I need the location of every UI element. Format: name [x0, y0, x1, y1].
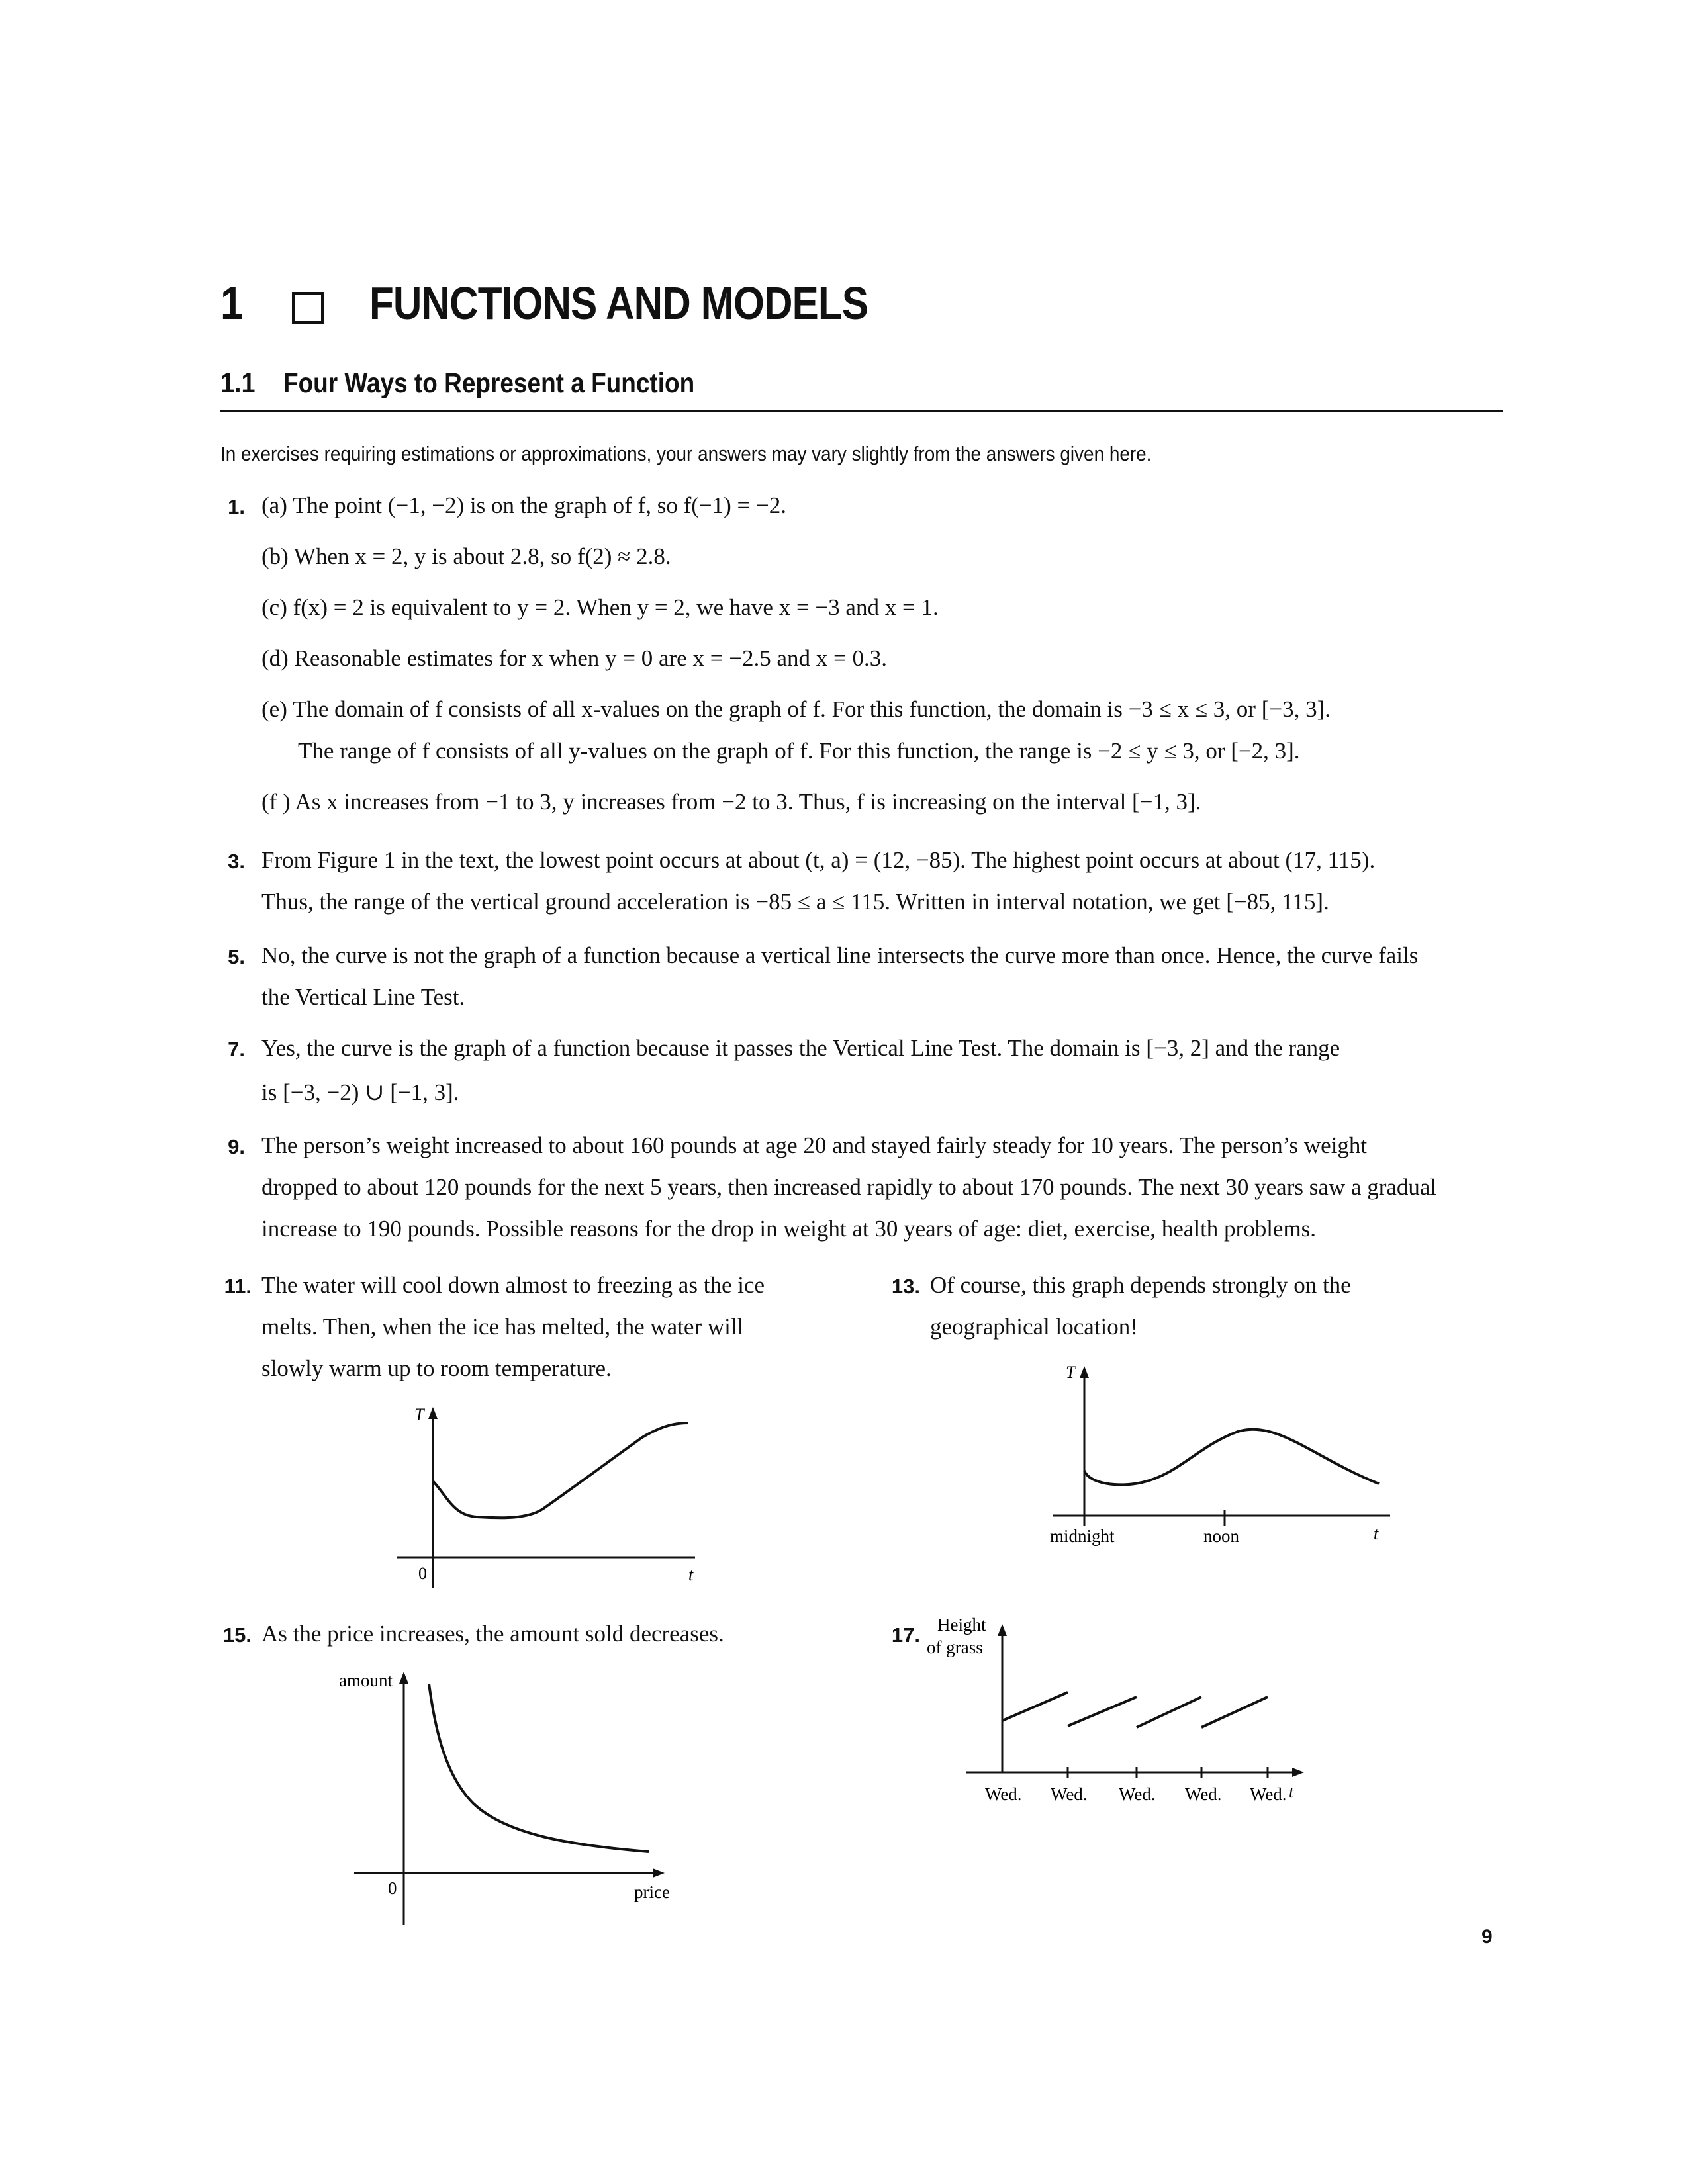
exercise-7-line-2: is [−3, −2) ∪ [−1, 3]. [261, 1079, 459, 1105]
grass-growth-segment [1137, 1697, 1201, 1727]
exercise-1-part-e: (e) The domain of f consists of all x-values on the graph of f. For this function, the domain is −3 ≤ x ≤ 3, or [−3, 3]. [261, 696, 1331, 722]
exercise-number: 1. [228, 495, 245, 518]
tick-label-wed: Wed. [1119, 1784, 1156, 1804]
y-axis-label-line-2: of grass [927, 1637, 983, 1657]
x-axis-label: t [688, 1565, 694, 1584]
tick-label-wed: Wed. [985, 1784, 1022, 1804]
tick-label-midnight: midnight [1050, 1526, 1115, 1546]
exercise-9-line-1: The person’s weight increased to about 160 pounds at age 20 and stayed fairly steady for 10 years. The person’s weight [261, 1132, 1368, 1158]
section-number: 1.1 [220, 367, 256, 399]
exercise-number: 9. [228, 1135, 245, 1158]
y-axis-arrow-icon [428, 1407, 438, 1419]
origin-label: 0 [388, 1878, 397, 1898]
intro-text: In exercises requiring estimations or approximations, your answers may vary slightly from the answers given here. [220, 442, 1152, 465]
section-rule [220, 410, 1503, 412]
temperature-curve [433, 1423, 688, 1518]
y-axis-label: amount [339, 1670, 393, 1690]
exercise-11-line-2: melts. Then, when the ice has melted, the water will [261, 1314, 744, 1340]
exercise-9-line-3: increase to 190 pounds. Possible reasons for the drop in weight at 30 years of age: diet, exercise, health problems. [261, 1216, 1317, 1242]
exercise-13-line-1: Of course, this graph depends strongly on the [930, 1272, 1351, 1298]
x-axis-arrow-icon [653, 1868, 665, 1878]
exercise-number: 3. [228, 850, 245, 873]
exercise-11-line-3: slowly warm up to room temperature. [261, 1355, 612, 1381]
exercise-number: 5. [228, 945, 245, 968]
exercise-13-graph [1033, 1357, 1403, 1555]
exercise-1-part-f: (f ) As x increases from −1 to 3, y increases from −2 to 3. Thus, f is increasing on the interval [−1, 3]. [261, 789, 1201, 815]
x-axis-arrow-icon [1292, 1768, 1304, 1777]
exercise-15-line-1: As the price increases, the amount sold decreases. [261, 1621, 724, 1647]
chapter-box-icon [292, 292, 324, 324]
y-axis-arrow-icon [1080, 1366, 1089, 1378]
tick-label-wed: Wed. [1250, 1784, 1287, 1804]
tick-label-wed: Wed. [1051, 1784, 1088, 1804]
exercise-number: 7. [228, 1038, 245, 1061]
exercise-7-line-1: Yes, the curve is the graph of a function because it passes the Vertical Line Test. The domain is [−3, 2] and the range [261, 1035, 1340, 1061]
tick-label-wed: Wed. [1185, 1784, 1222, 1804]
tick-label-noon: noon [1203, 1526, 1239, 1546]
exercise-number: 17. [891, 1623, 920, 1647]
y-axis-arrow-icon [399, 1672, 408, 1684]
chapter-title: FUNCTIONS AND MODELS [369, 277, 868, 329]
exercise-1-part-d: (d) Reasonable estimates for x when y = 0 are x = −2.5 and x = 0.3. [261, 645, 887, 671]
grass-growth-segment [1068, 1697, 1137, 1726]
x-axis-label: price [634, 1882, 670, 1902]
exercise-15-graph [331, 1661, 702, 1926]
exercise-5-line-2: the Vertical Line Test. [261, 984, 465, 1010]
origin-label: 0 [418, 1564, 427, 1583]
page-number: 9 [1481, 1926, 1493, 1948]
y-axis-label: T [414, 1405, 424, 1424]
y-axis-label: T [1066, 1363, 1076, 1382]
exercise-1-part-c: (c) f(x) = 2 is equivalent to y = 2. When y = 2, we have x = −3 and x = 1. [261, 594, 939, 620]
exercise-1-part-b: (b) When x = 2, y is about 2.8, so f(2) ≈ 2.8. [261, 543, 671, 569]
exercise-1-part-e-range: The range of f consists of all y-values on the graph of f. For this function, the range is −2 ≤ y ≤ 3, or [−2, 3]. [298, 738, 1300, 764]
exercise-9-line-2: dropped to about 120 pounds for the next 5 years, then increased rapidly to about 170 pounds. The next 30 years saw a gradual [261, 1174, 1437, 1200]
exercise-13-line-2: geographical location! [930, 1314, 1138, 1340]
exercise-number: 15. [222, 1623, 252, 1647]
grass-growth-segment [1002, 1692, 1068, 1721]
y-axis-label-line-1: Height [937, 1615, 986, 1635]
x-axis-label: t [1374, 1524, 1379, 1543]
demand-curve [429, 1684, 649, 1852]
exercise-3-line-2: Thus, the range of the vertical ground acceleration is −85 ≤ a ≤ 115. Written in interval notation, we get [−85, 115]. [261, 889, 1329, 915]
exercise-11-graph [384, 1396, 715, 1595]
exercise-5-line-1: No, the curve is not the graph of a function because a vertical line intersects the curve more than once. Hence, the curve fails [261, 942, 1419, 968]
chapter-number: 1 [220, 277, 243, 329]
exercise-number: 13. [891, 1275, 920, 1298]
temperature-curve [1084, 1430, 1379, 1485]
exercise-11-line-1: The water will cool down almost to freezing as the ice [261, 1272, 765, 1298]
exercise-1-part-a: (a) The point (−1, −2) is on the graph of f, so f(−1) = −2. [261, 492, 787, 518]
exercise-3-line-1: From Figure 1 in the text, the lowest point occurs at about (t, a) = (12, −85). The highest point occurs at about (17, 115). [261, 847, 1376, 873]
exercise-number: 11. [224, 1275, 252, 1298]
exercise-17-graph [914, 1615, 1324, 1813]
grass-growth-segment [1201, 1697, 1268, 1727]
x-axis-label: t [1289, 1782, 1294, 1801]
y-axis-arrow-icon [998, 1624, 1007, 1636]
section-title: Four Ways to Represent a Function [283, 367, 695, 399]
